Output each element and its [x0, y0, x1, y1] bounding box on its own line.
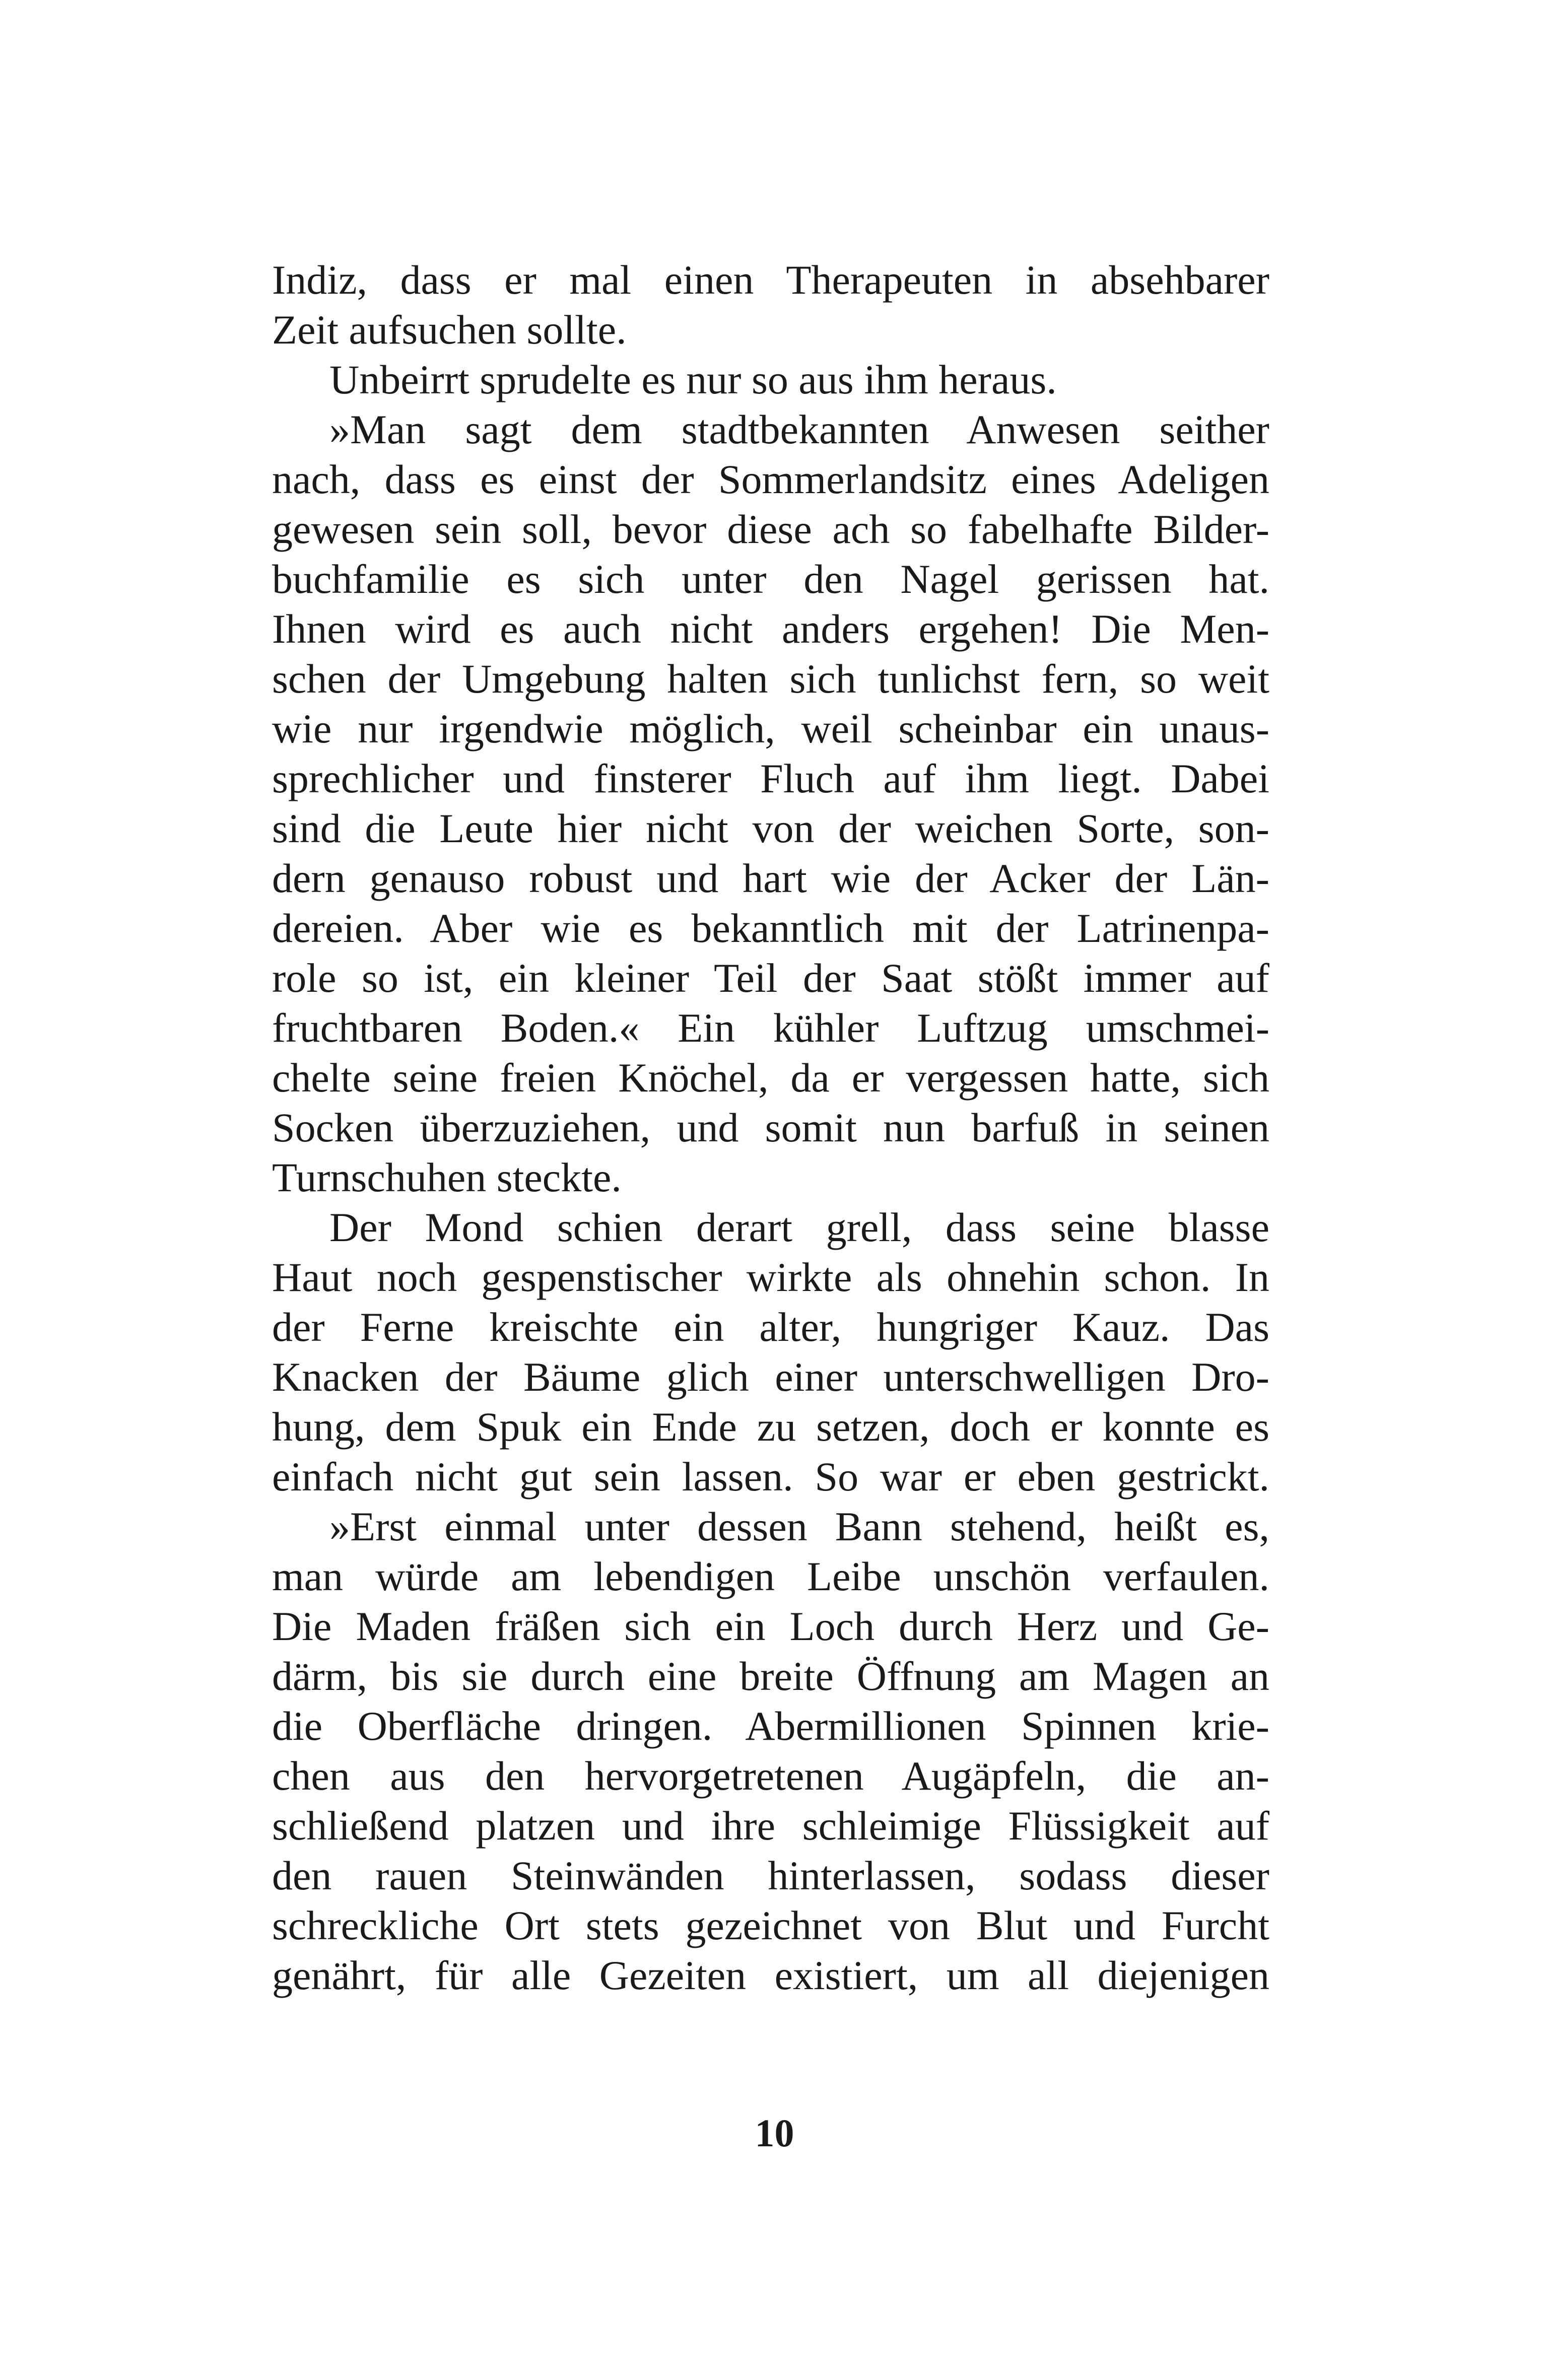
text-line: Haut noch gespenstischer wirkte als ohnehin schon. In: [272, 1254, 1269, 1300]
text-line: schen der Umgebung halten sich tunlichst fern, so weit: [272, 656, 1269, 702]
text-line: der Ferne kreischte ein alter, hungriger Kauz. Das: [272, 1304, 1269, 1350]
text-line: därm, bis sie durch eine breite Öffnung am Magen an: [272, 1653, 1269, 1699]
text-line: den rauen Steinwänden hinterlassen, sodass dieser: [272, 1853, 1269, 1898]
text-line: Zeit aufsuchen sollte.: [272, 307, 627, 353]
text-line: Socken überzuziehen, und somit nun barfuß in seinen: [272, 1105, 1269, 1150]
text-line: Ihnen wird es auch nicht anders ergehen! Die Men-: [272, 606, 1269, 652]
text-line: gewesen sein soll, bevor diese ach so fabelhafte Bilder-: [272, 506, 1269, 552]
text-line: die Oberfläche dringen. Abermillionen Spinnen krie-: [272, 1703, 1269, 1749]
text-line: dereien. Aber wie es bekanntlich mit der Latrinenpa-: [272, 905, 1269, 951]
text-line: nach, dass es einst der Sommerlandsitz eines Adeligen: [272, 456, 1269, 502]
text-line: Der Mond schien derart grell, dass seine blasse: [329, 1204, 1269, 1250]
text-line: Die Maden fräßen sich ein Loch durch Herz und Ge-: [272, 1603, 1269, 1649]
text-line: genährt, für alle Gezeiten existiert, um all diejenigen: [272, 1952, 1269, 1998]
page-number: 10: [755, 2111, 794, 2155]
text-line: schließend platzen und ihre schleimige Flüssigkeit auf: [272, 1803, 1269, 1849]
text-line: schreckliche Ort stets gezeichnet von Blut und Furcht: [272, 1902, 1269, 1948]
text-line: fruchtbaren Boden.« Ein kühler Luftzug umschmei-: [272, 1005, 1269, 1051]
body-text: [272, 255, 1269, 2000]
text-line: Turnschuhen steckte.: [272, 1154, 622, 1200]
paragraph: [272, 1202, 1269, 1502]
text-line: chen aus den hervorgetretenen Augäpfeln, die an-: [272, 1753, 1269, 1799]
paragraph: [272, 355, 1269, 404]
text-line: buchfamilie es sich unter den Nagel gerissen hat.: [272, 556, 1269, 602]
paragraph: [272, 404, 1269, 1202]
text-line: einfach nicht gut sein lassen. So war er eben gestrickt.: [272, 1454, 1269, 1500]
text-line: Unbeirrt sprudelte es nur so aus ihm heraus.: [329, 357, 1057, 402]
text-line: wie nur irgendwie möglich, weil scheinbar ein unaus-: [272, 706, 1269, 752]
text-line: man würde am lebendigen Leibe unschön verfaulen.: [272, 1553, 1269, 1599]
paragraph: [272, 255, 1269, 355]
text-line: dern genauso robust und hart wie der Acker der Län-: [272, 855, 1269, 901]
text-line: »Erst einmal unter dessen Bann stehend, heißt es,: [329, 1504, 1269, 1549]
text-line: sind die Leute hier nicht von der weichen Sorte, son-: [272, 805, 1269, 851]
text-line: Indiz, dass er mal einen Therapeuten in absehbarer: [272, 257, 1269, 303]
text-line: role so ist, ein kleiner Teil der Saat stößt immer auf: [272, 955, 1269, 1001]
text-line: sprechlicher und finsterer Fluch auf ihm liegt. Dabei: [272, 756, 1269, 801]
text-line: Knacken der Bäume glich einer unterschwelligen Dro-: [272, 1354, 1269, 1400]
text-line: hung, dem Spuk ein Ende zu setzen, doch er konnte es: [272, 1404, 1269, 1450]
text-line: chelte seine freien Knöchel, da er vergessen hatte, sich: [272, 1055, 1269, 1101]
paragraph: [272, 1502, 1269, 2000]
text-line: »Man sagt dem stadtbekannten Anwesen seither: [329, 406, 1269, 452]
